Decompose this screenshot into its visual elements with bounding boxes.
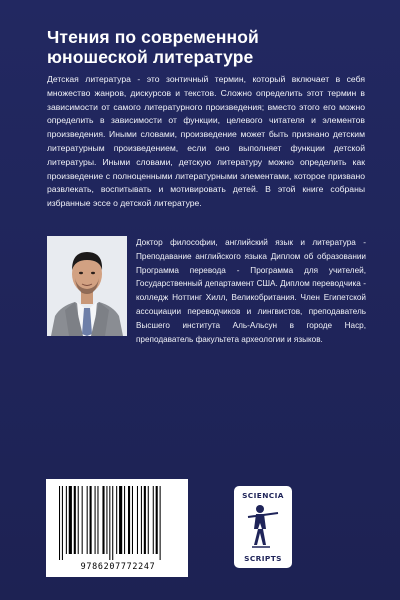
barcode-bar	[78, 486, 79, 554]
barcode-bar	[95, 486, 96, 554]
book-description: Детская литература - это зонтичный термин, который включает в себя множество жанров, дискурсов и текстов. Сложно определить этот термин в зависимости от самого литературного произведения; вместо этого его можно определить в зависимости от функции, целевого читателя и элементов произведения. Иными словами, произведение может быть признано детским литературным произведением, если оно выполняет функции детской литературы. Иными словами, детскую литературу можно определить как произведение с полноценными литературными элементами, которое призвано развлекать, воспитывать и мотивировать детей. В этой книге собраны избранные эссе о детской литературе.	[47, 74, 365, 209]
author-photo	[47, 236, 127, 336]
barcode-bar	[66, 486, 67, 554]
book-title	[47, 27, 367, 67]
barcode-bar	[97, 486, 98, 554]
publisher-logo	[234, 486, 292, 568]
barcode-bar	[87, 486, 88, 554]
barcode-bar	[148, 486, 149, 554]
barcode-bar	[106, 486, 107, 554]
isbn-barcode	[46, 479, 188, 577]
barcode-bar	[160, 486, 161, 560]
barcode-bars	[57, 486, 177, 560]
barcode-bar	[109, 486, 110, 560]
barcode-bar	[153, 486, 154, 554]
book-title-line-1: Чтения по современной	[47, 27, 259, 47]
barcode-bar	[116, 486, 117, 554]
publisher-logo-bottom-text: SCRIPTS	[244, 554, 282, 563]
barcode-bar	[62, 486, 63, 560]
barcode-bar	[112, 486, 113, 560]
barcode-bar	[59, 486, 60, 560]
author-bio: Доктор философии, английский язык и литература - Преподавание английского языка Диплом об образовании Программа перевода - Программа для учителей, Государственный департамент США. Диплом переводчика - колледж Ноттинг Хилл, Великобритания. Член Египетской ассоциации переводчиков и лингвистов, преподаватель Высшего института Аль-Альсун в городе Наср, преподаватель факультета археологии и языков.	[136, 238, 366, 344]
barcode-bar	[128, 486, 130, 554]
barcode-bar	[74, 486, 76, 554]
barcode-bar	[144, 486, 146, 554]
isbn-number: 9786207772247	[80, 561, 156, 571]
scientist-figure-icon	[246, 501, 280, 551]
barcode-bar	[69, 486, 72, 554]
barcode-bar	[90, 486, 92, 554]
barcode-bar	[141, 486, 142, 554]
barcode-bar	[137, 486, 138, 554]
book-title-line-2: юношеской литературе	[47, 47, 254, 67]
publisher-logo-top-text: SCIENCIA	[242, 491, 284, 500]
author-portrait-image	[47, 236, 127, 336]
barcode-bar	[82, 486, 83, 554]
barcode-bar	[132, 486, 133, 554]
barcode-bar	[156, 486, 158, 554]
barcode-bar	[124, 486, 125, 554]
barcode-bar	[102, 486, 104, 554]
barcode-bar	[119, 486, 122, 554]
